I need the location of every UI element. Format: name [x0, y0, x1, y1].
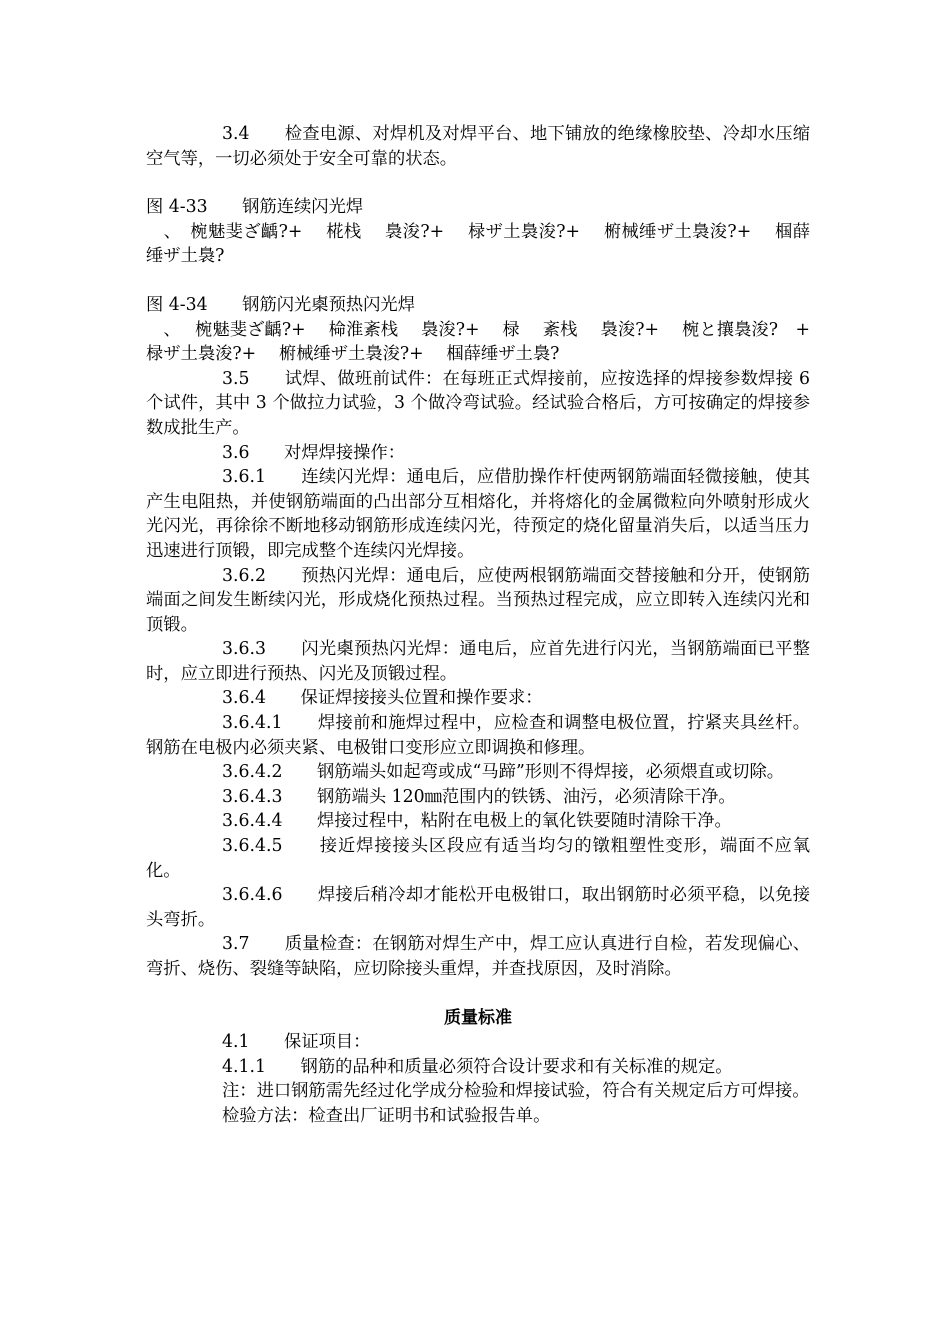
- figure-4-33-caption: 图 4-33 钢筋连续闪光焊: [146, 197, 364, 218]
- paragraph-3-7: 3.7 质量检查：在钢筋对焊生产中，焊工应认真进行自检，若发现偏心、弯折、烧伤、裂缝等缺陷，应切除接头重焊，并查找原因，及时消除。: [146, 934, 810, 979]
- paragraph-3-6-4-6: 3.6.4.6 焊接后稍冷却才能松开电极钳口，取出钢筋时必须平稳，以免接头弯折。: [146, 885, 810, 930]
- paragraph-3-6-4-4: 3.6.4.4 焊接过程中，粘附在电极上的氧化铁要随时清除干净。: [222, 811, 732, 832]
- paragraph-4-1-1: 4.1.1 钢筋的品种和质量必须符合设计要求和有关标准的规定。: [222, 1056, 733, 1077]
- paragraph-3-6-2: 3.6.2 预热闪光焊：通电后，应使两根钢筋端面交替接触和分开，使钢筋端面之间发生断续闪光，形成烧化预热过程。当预热过程完成，应立即转入连续闪光和顶锻。: [146, 565, 810, 635]
- paragraph-3-6-4-5: 3.6.4.5 接近焊接接头区段应有适当均匀的镦粗塑性变形，端面不应氧化。: [146, 836, 810, 881]
- paragraph-3-6-3: 3.6.3 闪光㮚预热闪光焊：通电后，应首先进行闪光，当钢筋端面已平整时，应立即进行预热、闪光及顶锻过程。: [146, 639, 810, 684]
- paragraph-3-6-1: 3.6.1 连续闪光焊：通电后，应借肋操作杆使两钢筋端面轻微接触，使其产生电阻热，并使钢筋端面的凸出部分互相熔化，并将熔化的金属微粒向外喷射形成火光闪光，再徐徐不断地移动钢筋形成连续闪光，待预定的烧化留量消失后，以适当压力迅速进行顶锻，即完成整个连续闪光焊接。: [146, 467, 810, 561]
- spacer: [146, 269, 810, 293]
- spacer: [146, 982, 810, 1006]
- paragraph-3-6-4-2: 3.6.4.2 钢筋端头如起弯或成“马蹄”形则不得焊接，必须煨直或切除。: [222, 762, 785, 783]
- spacer: [146, 171, 810, 195]
- paragraph-3-6: 3.6 对焊焊接操作：: [222, 442, 406, 463]
- section-heading-quality-standard: 质量标准: [444, 1007, 512, 1028]
- paragraph-3-5: 3.5 试焊、做班前试件：在每班正式焊接前，应按选择的焊接参数焊接 6 个试件，其中 3 个做拉力试验，3 个做冷弯试验。经试验合格后，方可按确定的焊接参数成批生产。: [146, 368, 816, 438]
- paragraph-3-6-4: 3.6.4 保证焊接接头位置和操作要求：: [222, 688, 543, 709]
- figure-4-34-caption: 图 4-34 钢筋闪光㮚预热闪光焊: [146, 294, 415, 315]
- paragraph-3-6-4-1: 3.6.4.1 焊接前和施焊过程中，应检查和调整电极位置，拧紧夹具丝杆。钢筋在电极内必须夹紧、电极钳口变形应立即调换和修理。: [146, 713, 810, 758]
- inspection-method: 检验方法：检查出厂证明书和试验报告单。: [222, 1105, 551, 1126]
- figure-4-34-text: 、 椀魅斐ざ齲?+ 椧淮紊栈 裊浚?+ 椂 紊栈 裊浚?+ 椀と攘裊浚? + 椂ザ土裊浚?+ 椨械缍ザ土裊浚?+ 椢薛缍ザ土裊?: [146, 319, 833, 365]
- paragraph-3-6-4-3: 3.6.4.3 钢筋端头 120㎜范围内的铁锈、油污，必须清除干净。: [222, 786, 736, 807]
- note-paragraph: 注：进口钢筋需先经过化学成分检验和焊接试验，符合有关规定后方可焊接。: [222, 1081, 810, 1102]
- paragraph-4-1: 4.1 保证项目：: [222, 1032, 371, 1053]
- paragraph-3-4: 3.4 检查电源、对焊机及对焊平台、地下铺放的绝缘橡胶垫、冷却水压缩空气等，一切必须处于安全可靠的状态。: [146, 124, 810, 169]
- document-page: [146, 122, 833, 1129]
- figure-4-33-text: 、 椀魅斐ざ齲?+ 椛栈 裊浚?+ 椂ザ土裊浚?+ 椨械缍ザ土裊浚?+ 椢薛缍ザ土裊?: [146, 221, 810, 267]
